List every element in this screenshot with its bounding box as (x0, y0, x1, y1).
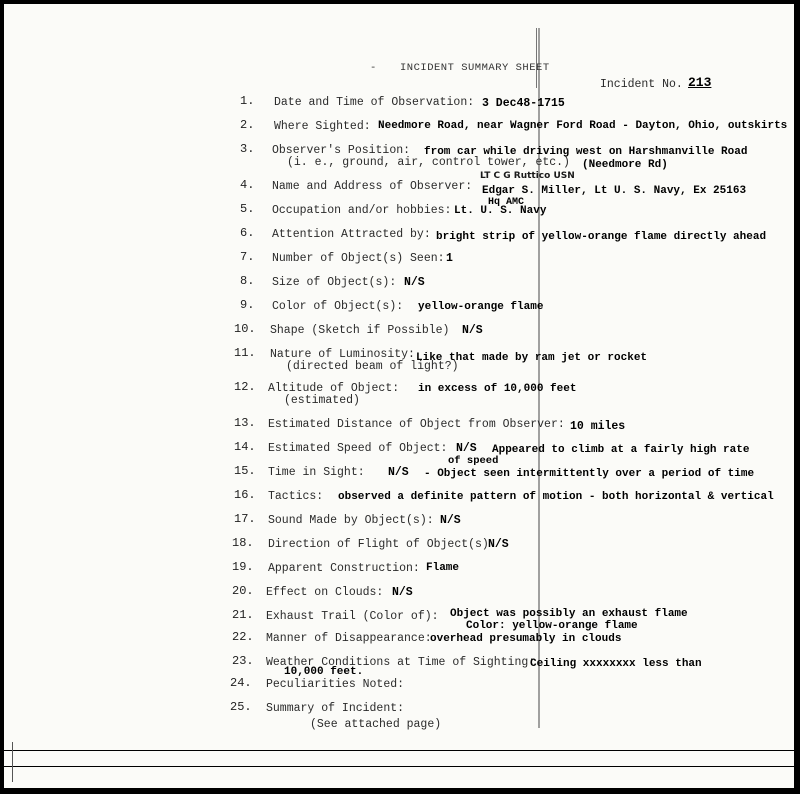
field-value: Like that made by ram jet or rocket (416, 352, 648, 364)
item-number: 20. (232, 584, 254, 598)
page-title: INCIDENT SUMMARY SHEET (400, 62, 550, 74)
field-value: Ceiling xxxxxxxx less than (530, 658, 702, 670)
field-label: Occupation and/or hobbies: (272, 204, 452, 217)
item-number: 17. (234, 512, 256, 526)
incident-number: 213 (688, 75, 712, 90)
item-number: 8. (240, 274, 255, 288)
field-label: Effect on Clouds: (266, 586, 384, 599)
field-value: overhead presumably in clouds (430, 633, 622, 645)
field-value: N/S (440, 514, 461, 527)
field-value-2: Color: yellow-orange flame (466, 620, 638, 632)
field-label: Size of Object(s): (272, 276, 397, 289)
field-value: yellow-orange flame (418, 301, 544, 313)
field-value-3: of speed (448, 455, 499, 467)
item-number: 2. (240, 118, 255, 132)
item-number: 12. (234, 380, 256, 394)
item-number: 15. (234, 464, 256, 478)
incident-label: Incident No. (600, 78, 683, 91)
field-label: Shape (Sketch if Possible) (270, 324, 450, 337)
bottom-rule (4, 750, 794, 751)
field-value-2: Hq AMC (488, 197, 525, 208)
field-value: Edgar S. Miller, Lt U. S. Navy, Ex 25163 (482, 185, 747, 197)
field-sublabel: (See attached page) (310, 718, 442, 731)
item-number: 4. (240, 178, 255, 192)
item-number: 5. (240, 202, 255, 216)
field-sublabel: (estimated) (284, 394, 360, 407)
field-label: Summary of Incident: (266, 702, 405, 715)
item-number: 6. (240, 226, 255, 240)
field-label: Time in Sight: (268, 466, 365, 479)
field-label: Observer's Position: (272, 144, 411, 157)
item-number: 22. (232, 630, 254, 644)
field-label: Estimated Speed of Object: (268, 442, 448, 455)
field-value: bright strip of yellow-orange flame directly ahead (436, 231, 767, 243)
field-label: Direction of Flight of Object(s) (268, 538, 489, 551)
field-label: Manner of Disappearance: (266, 632, 432, 645)
fold-line-top (536, 28, 537, 88)
field-label: Number of Object(s) Seen: (272, 252, 445, 265)
field-label: Nature of Luminosity: (270, 348, 415, 361)
field-label: Name and Address of Observer: (272, 180, 473, 193)
handwritten-annotation: LT C G Ruttico USN (480, 171, 575, 181)
field-label: Altitude of Object: (268, 382, 400, 395)
item-number: 9. (240, 298, 255, 312)
field-value: Object was possibly an exhaust flame (450, 608, 688, 620)
field-value: N/S (404, 276, 425, 289)
field-value: 10 miles (570, 420, 626, 433)
field-value: 1 (446, 252, 453, 265)
field-sublabel: (directed beam of light?) (286, 360, 459, 373)
item-number: 3. (240, 142, 255, 156)
item-number: 24. (230, 676, 252, 690)
item-number: 16. (234, 488, 256, 502)
left-edge-mark (12, 742, 13, 782)
field-value: 3 Dec48-1715 (482, 97, 565, 110)
field-label: Exhaust Trail (Color of): (266, 610, 439, 623)
item-number: 21. (232, 608, 254, 622)
field-label: Weather Conditions at Time of Sighting: (266, 656, 536, 669)
field-value: N/S (388, 466, 409, 479)
item-number: 14. (234, 440, 256, 454)
item-number: 10. (234, 322, 256, 336)
field-value: observed a definite pattern of motion - both horizontal & vertical (338, 491, 774, 503)
item-number: 13. (234, 416, 256, 430)
field-label: Apparent Construction: (268, 562, 420, 575)
item-number: 18. (232, 536, 254, 550)
header-dash: - (370, 62, 377, 74)
field-value: Needmore Road, near Wagner Ford Road - Dayton, Ohio, outskirts (378, 120, 788, 132)
field-value: from car while driving west on Harshmanville Road (424, 146, 748, 158)
field-label: Color of Object(s): (272, 300, 404, 313)
field-label: Sound Made by Object(s): (268, 514, 434, 527)
item-number: 23. (232, 654, 254, 668)
document-page (4, 4, 794, 788)
item-number: 1. (240, 94, 255, 108)
field-value: N/S (462, 324, 483, 337)
field-label: Date and Time of Observation: (274, 96, 475, 109)
field-label: Estimated Distance of Object from Observer: (268, 418, 565, 431)
field-value-2: (Needmore Rd) (582, 159, 668, 171)
field-label: Where Sighted: (274, 120, 371, 133)
field-value-2: - Object seen intermittently over a period of time (424, 468, 755, 480)
field-label: Peculiarities Noted: (266, 678, 405, 691)
bottom-rule-2 (4, 766, 794, 767)
item-number: 25. (230, 700, 252, 714)
item-number: 7. (240, 250, 255, 264)
field-value-2: 10,000 feet. (284, 666, 364, 678)
field-value: in excess of 10,000 feet (418, 383, 577, 395)
item-number: 11. (234, 346, 256, 360)
field-label: Tactics: (268, 490, 324, 503)
field-label: Attention Attracted by: (272, 228, 431, 241)
field-value: N/S (488, 538, 509, 551)
field-value: Flame (426, 562, 460, 574)
item-number: 19. (232, 560, 254, 574)
field-sublabel: (i. e., ground, air, control tower, etc.) (287, 156, 570, 169)
field-value: N/S (456, 442, 477, 455)
field-value-2: Appeared to climb at a fairly high rate (492, 444, 750, 456)
field-value: Lt. U. S. Navy (454, 205, 547, 217)
field-value: N/S (392, 586, 413, 599)
